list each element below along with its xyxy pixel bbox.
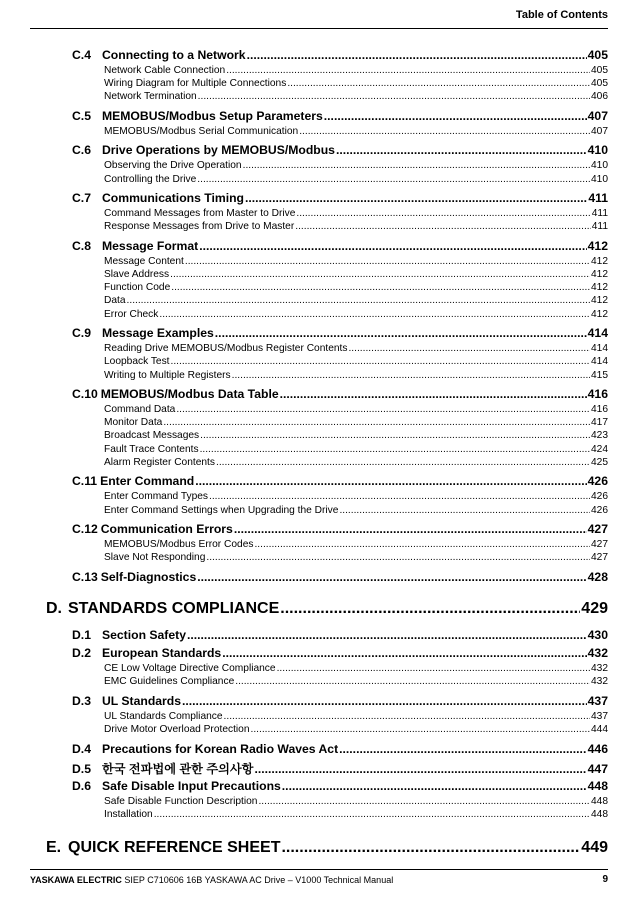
- dot-leader: [206, 552, 590, 563]
- dot-leader: [170, 269, 590, 280]
- dot-leader: [247, 48, 587, 62]
- toc-entry-page: 412: [591, 295, 608, 307]
- toc-entry[interactable]: [104, 208, 608, 219]
- toc-entry-number: C.13: [72, 569, 98, 584]
- toc-entry-page: 411: [588, 191, 608, 206]
- dot-leader: [159, 309, 590, 320]
- toc-entry[interactable]: [72, 779, 608, 793]
- toc-entry-page: 449: [581, 838, 608, 856]
- dot-leader: [187, 628, 587, 642]
- toc-entry-title: Section Safety: [102, 627, 186, 642]
- toc-entry[interactable]: [72, 191, 608, 205]
- toc-entry-title: Network Termination: [104, 91, 197, 103]
- dot-leader: [154, 809, 590, 820]
- toc-entry-title: QUICK REFERENCE SHEET: [68, 838, 281, 856]
- toc-entry-title: Fault Trace Contents: [104, 443, 199, 455]
- dot-leader: [324, 109, 587, 123]
- toc-entry-title: Writing to Multiple Registers: [104, 369, 231, 381]
- toc-entry[interactable]: [104, 256, 608, 267]
- toc-entry[interactable]: [104, 809, 608, 820]
- footer-text: [30, 875, 393, 885]
- dot-leader: [182, 694, 587, 708]
- toc-entry[interactable]: [104, 552, 608, 563]
- toc-entry-page: 437: [587, 693, 608, 708]
- toc-entry-page: 429: [581, 599, 608, 617]
- toc-entry-title: Wiring Diagram for Multiple Connections: [104, 78, 287, 90]
- toc-entry-title: Broadcast Messages: [104, 430, 200, 442]
- dot-leader: [336, 143, 587, 157]
- toc-entry-page: 444: [591, 724, 608, 736]
- dot-leader: [258, 796, 590, 807]
- toc-entry-page: 426: [587, 474, 608, 489]
- toc-entry-number: E.: [46, 838, 62, 856]
- toc-entry-number: C.7: [72, 191, 91, 206]
- footer-brand: YASKAWA ELECTRIC: [30, 875, 122, 885]
- toc-entry-page: 448: [587, 778, 608, 793]
- toc-entry-page: 447: [587, 762, 608, 777]
- toc-entry-title: Message Examples: [102, 326, 214, 341]
- toc-entry-title: UL Standards Compliance: [104, 710, 223, 722]
- toc-entry-title: Message Format: [102, 238, 199, 253]
- toc-entry-title: MEMOBUS/Modbus Serial Communication: [104, 125, 299, 137]
- dot-leader: [296, 208, 590, 219]
- toc-entry-number: C.9: [72, 326, 91, 341]
- toc-entry-page: 426: [591, 491, 608, 503]
- toc-entry[interactable]: [104, 404, 608, 415]
- toc-entry-title: Enter Command: [100, 474, 195, 489]
- toc-entry-title: Drive Motor Overload Protection: [104, 724, 250, 736]
- toc-entry-title: Communication Errors: [100, 522, 233, 536]
- toc-entry-title: EMC Guidelines Compliance: [104, 676, 235, 688]
- toc-entry[interactable]: [72, 646, 608, 660]
- toc-entry-number: C.11: [72, 474, 98, 489]
- toc-entry[interactable]: [104, 370, 608, 381]
- toc-entry-number: D.2: [72, 646, 91, 661]
- toc-entry-title: Slave Address: [104, 269, 170, 280]
- toc-entry[interactable]: [104, 663, 608, 674]
- toc-entry[interactable]: [104, 343, 608, 354]
- toc-entry-page: 432: [591, 663, 608, 675]
- toc-entry[interactable]: [104, 160, 608, 171]
- toc-entry[interactable]: [72, 239, 608, 253]
- dot-leader: [200, 430, 590, 441]
- toc-entry-page: 416: [591, 404, 608, 415]
- dot-leader: [339, 505, 590, 516]
- dot-leader: [216, 457, 590, 468]
- toc-entry[interactable]: [104, 430, 608, 441]
- dot-leader: [280, 387, 587, 401]
- toc-entry[interactable]: [104, 505, 608, 516]
- footer-page-number: 9: [602, 874, 608, 885]
- toc-entry[interactable]: [104, 796, 608, 807]
- toc-entry-page: 414: [591, 356, 608, 368]
- toc-entry[interactable]: [72, 143, 608, 157]
- dot-leader: [215, 326, 587, 340]
- toc-entry-title: MEMOBUS/Modbus Error Codes: [104, 539, 254, 550]
- toc-entry-page: 427: [591, 539, 608, 550]
- toc-entry-title: Slave Not Responding: [104, 552, 206, 564]
- dot-leader: [226, 65, 590, 76]
- toc-entry-page: 410: [591, 160, 608, 172]
- toc-entry-page: 405: [591, 65, 608, 76]
- toc-entry-page: 428: [587, 569, 608, 584]
- toc-entry[interactable]: [104, 356, 608, 367]
- toc-entry-number: D.1: [72, 627, 91, 642]
- dot-leader: [195, 474, 586, 488]
- toc-entry-page: 406: [591, 91, 608, 103]
- toc-entry-page: 412: [591, 255, 608, 267]
- toc-entry-page: 416: [587, 387, 608, 401]
- toc-entry-page: 432: [587, 646, 608, 661]
- toc-entry-number: C.5: [72, 108, 91, 123]
- toc-entry-title: Command Messages from Master to Drive: [104, 208, 296, 220]
- toc-entry-number: D.: [46, 599, 62, 617]
- dot-leader: [171, 356, 590, 367]
- toc-entry[interactable]: [72, 109, 608, 123]
- dot-leader: [185, 256, 590, 267]
- toc-entry[interactable]: [104, 539, 608, 550]
- toc-entry-title: Network Cable Connection: [104, 65, 226, 76]
- dot-leader: [251, 724, 590, 735]
- toc-entry-page: 424: [591, 443, 608, 455]
- toc-entry-page: 437: [591, 710, 608, 722]
- toc-entry-page: 427: [591, 552, 608, 564]
- toc-entry[interactable]: [72, 760, 608, 777]
- toc-entry-page: 405: [591, 78, 608, 90]
- toc-entry[interactable]: [72, 48, 608, 62]
- toc-entry-page: 407: [591, 125, 608, 137]
- toc-entry-page: 414: [587, 326, 608, 341]
- toc-entry-number: D.5: [72, 762, 91, 777]
- dot-leader: [254, 762, 586, 776]
- toc-entry-title: Reading Drive MEMOBUS/Modbus Register Contents: [104, 343, 348, 355]
- toc-entry-title: Communications Timing: [102, 191, 244, 206]
- toc-entry-title: Monitor Data: [104, 417, 163, 429]
- toc-entry-number: D.3: [72, 693, 91, 708]
- dot-leader: [199, 239, 586, 253]
- toc-entry[interactable]: [104, 91, 608, 102]
- toc-entry[interactable]: [104, 174, 608, 185]
- toc-entry-title: Loopback Test: [104, 356, 170, 368]
- dot-leader: [287, 78, 590, 89]
- toc-entry-title: Command Data: [104, 404, 176, 415]
- toc-entry-number: D.4: [72, 741, 91, 756]
- toc-entry[interactable]: [72, 570, 608, 584]
- toc-entry[interactable]: [104, 457, 608, 468]
- dot-leader: [200, 444, 590, 455]
- dot-leader: [234, 522, 587, 536]
- toc-entry-page: 412: [591, 269, 608, 280]
- toc-entry-title: Observing the Drive Operation: [104, 160, 242, 172]
- toc-entry[interactable]: [46, 600, 608, 618]
- toc-entry-page: 412: [587, 238, 608, 253]
- dot-leader: [176, 404, 590, 415]
- toc-entry-page: 414: [591, 343, 608, 355]
- toc-entry[interactable]: [72, 742, 608, 756]
- toc-entry[interactable]: [104, 282, 608, 293]
- toc-entry[interactable]: [104, 724, 608, 735]
- dot-leader: [127, 295, 590, 306]
- toc-entry[interactable]: [72, 387, 608, 401]
- dot-leader: [222, 646, 586, 660]
- dot-leader: [209, 491, 590, 502]
- toc-entry-title: European Standards: [102, 646, 222, 661]
- dot-leader: [348, 343, 590, 354]
- toc-entry[interactable]: [104, 417, 608, 428]
- toc-entry[interactable]: [104, 269, 608, 280]
- toc-entry[interactable]: [104, 444, 608, 455]
- toc-entry-number: C.6: [72, 143, 91, 158]
- dot-leader: [243, 160, 590, 171]
- footer-manual-title: SIEP C710606 16B YASKAWA AC Drive – V1000 Technical Manual: [124, 875, 394, 885]
- toc-entry[interactable]: [104, 295, 608, 306]
- toc-entry-title: Safe Disable Input Precautions: [102, 778, 281, 793]
- toc-entry[interactable]: [72, 326, 608, 340]
- toc-entry-page: 412: [591, 308, 608, 320]
- header-rule: [30, 28, 608, 29]
- dot-leader: [235, 676, 590, 687]
- toc-entry-title: Installation: [104, 808, 153, 820]
- toc-entry-title: MEMOBUS/Modbus Data Table: [100, 387, 279, 401]
- toc-entry-page: 425: [591, 456, 608, 468]
- toc-entry-page: 448: [591, 795, 608, 807]
- toc-entry-number: C.10: [72, 387, 98, 401]
- dot-leader: [232, 370, 590, 381]
- toc-entry[interactable]: [104, 676, 608, 687]
- toc-entry-title: STANDARDS COMPLIANCE: [68, 599, 280, 617]
- toc-entry-page: 411: [591, 208, 608, 220]
- dot-leader: [280, 600, 580, 618]
- dot-leader: [299, 126, 590, 137]
- dot-leader: [197, 174, 590, 185]
- page-header-title: Table of Contents: [515, 9, 608, 21]
- toc-entry-title: Self-Diagnostics: [100, 569, 197, 584]
- toc-entry-title: Error Check: [104, 308, 159, 320]
- toc-entry-title: Enter Command Settings when Upgrading the Drive: [104, 504, 339, 516]
- toc-entry-page: 430: [587, 627, 608, 642]
- toc-entry-title: Controlling the Drive: [104, 173, 197, 185]
- toc-entry[interactable]: [104, 491, 608, 502]
- dot-leader: [245, 191, 587, 205]
- toc-entry[interactable]: [46, 839, 608, 857]
- toc-entry-number: C.8: [72, 238, 91, 253]
- toc-entry-page: 412: [591, 282, 608, 294]
- toc-entry-title: UL Standards: [102, 693, 182, 708]
- toc-entry[interactable]: [72, 628, 608, 642]
- dot-leader: [282, 779, 587, 793]
- toc-entry-page: 427: [587, 522, 608, 536]
- toc-entry-page: 432: [591, 676, 608, 688]
- toc-entry-title: Alarm Register Contents: [104, 456, 215, 468]
- toc-entry-page: 410: [587, 143, 608, 158]
- toc-entry-title: CE Low Voltage Directive Compliance: [104, 663, 276, 675]
- toc-entry-title: Precautions for Korean Radio Waves Act: [102, 741, 339, 756]
- toc-entry[interactable]: [104, 78, 608, 89]
- toc-entry-title: Function Code: [104, 282, 171, 294]
- footer-rule: [30, 869, 608, 870]
- toc-entry-page: 410: [591, 173, 608, 185]
- toc-entry-title: Safe Disable Function Description: [104, 795, 258, 807]
- toc-entry-page: 415: [591, 369, 608, 381]
- dot-leader: [339, 742, 587, 756]
- toc-entry[interactable]: [72, 474, 608, 488]
- dot-leader: [254, 539, 590, 550]
- toc-entry-page: 407: [587, 108, 608, 123]
- dot-leader: [198, 91, 590, 102]
- toc-entry-page: 423: [591, 430, 608, 442]
- dot-leader: [281, 839, 580, 857]
- dot-leader: [197, 570, 586, 584]
- dot-leader: [277, 663, 590, 674]
- toc-entry-page: 417: [591, 417, 608, 429]
- toc-entry[interactable]: [104, 65, 608, 76]
- toc-entry-page: 405: [587, 48, 608, 62]
- toc-entry-page: 446: [587, 741, 608, 756]
- toc-entry-page: 411: [591, 221, 608, 233]
- dot-leader: [224, 711, 590, 722]
- toc-entry-title: MEMOBUS/Modbus Setup Parameters: [102, 108, 323, 123]
- toc-entry[interactable]: [104, 126, 608, 137]
- toc-entry-number: C.12: [72, 522, 98, 536]
- dot-leader: [163, 417, 590, 428]
- toc-entry-title: Data: [104, 295, 126, 307]
- dot-leader: [171, 282, 590, 293]
- toc-entry-page: 448: [591, 808, 608, 820]
- toc-entry-title: Enter Command Types: [104, 491, 208, 503]
- toc-entry-page: 426: [591, 504, 608, 516]
- toc-entry[interactable]: [104, 221, 608, 232]
- toc-entry[interactable]: [72, 694, 608, 708]
- toc-entry-number: C.4: [72, 48, 91, 62]
- toc-entry[interactable]: [104, 309, 608, 320]
- toc-entry[interactable]: [104, 711, 608, 722]
- toc-entry-title: Connecting to a Network: [102, 48, 246, 62]
- toc-entry-title: Drive Operations by MEMOBUS/Modbus: [102, 143, 335, 158]
- dot-leader: [295, 221, 591, 232]
- toc-entry-title: Response Messages from Drive to Master: [104, 221, 295, 233]
- toc-entry-title: Message Content: [104, 255, 184, 267]
- toc-entry-number: D.6: [72, 778, 91, 793]
- toc-entry-title: 한국 전파법에 관한 주의사항: [102, 762, 254, 777]
- toc-entry[interactable]: [72, 522, 608, 536]
